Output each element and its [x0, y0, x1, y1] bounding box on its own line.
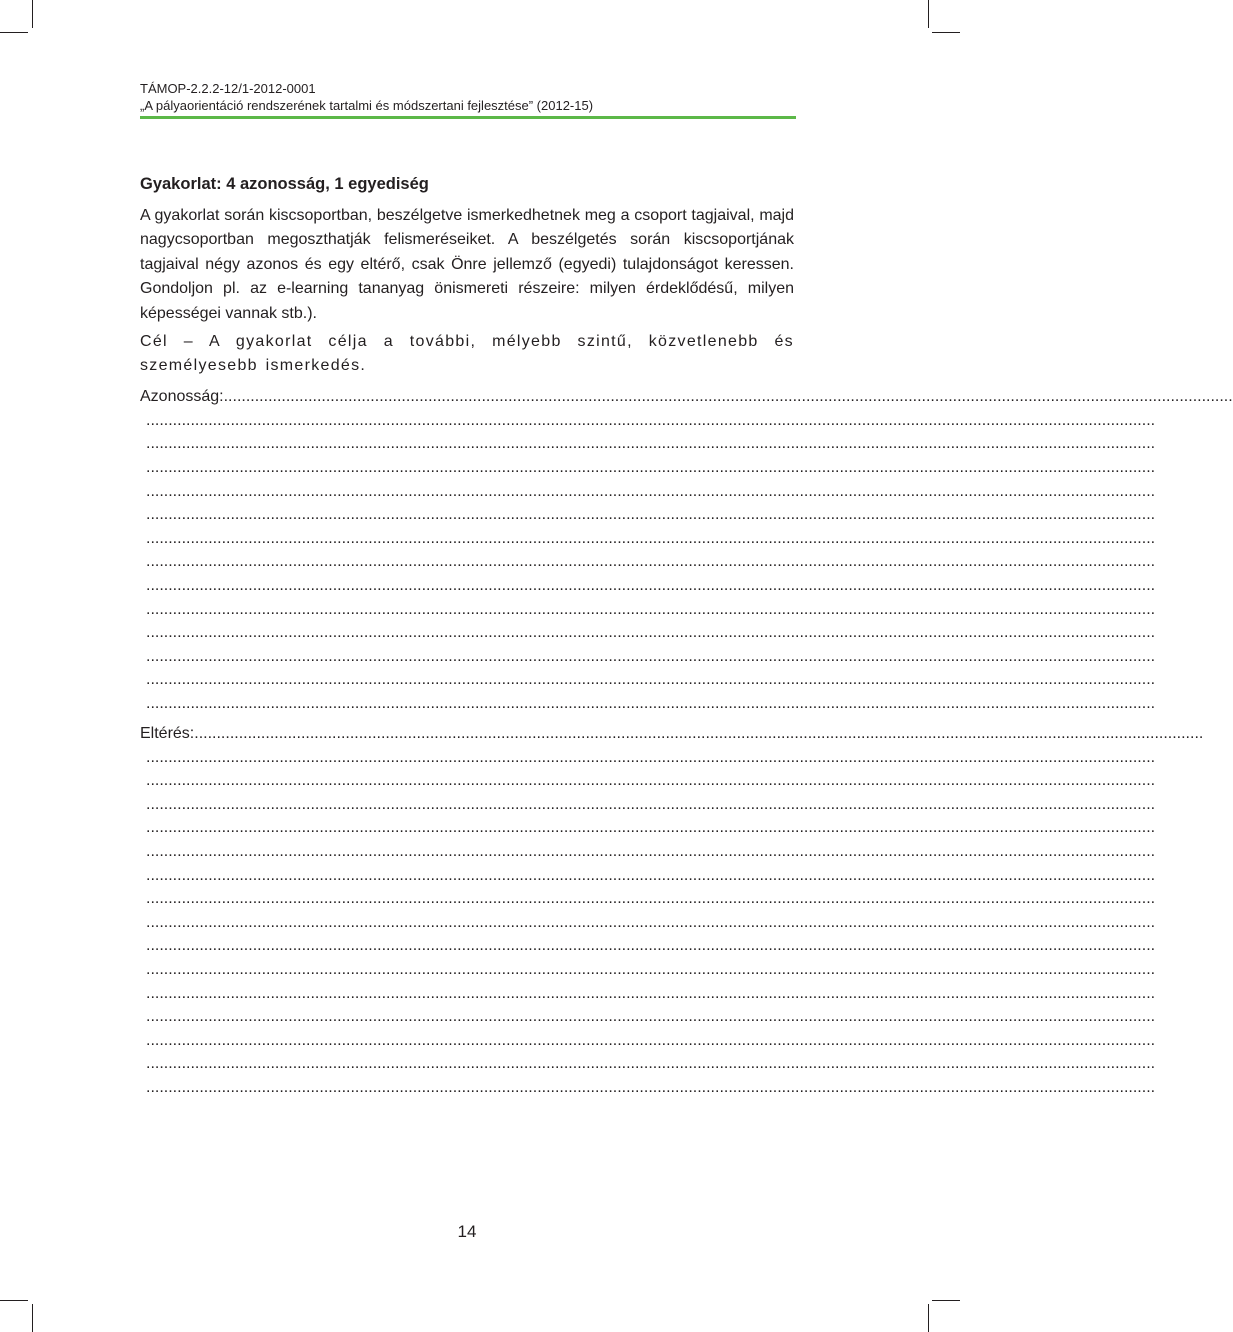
crop-mark	[0, 1300, 28, 1301]
crop-mark	[932, 1300, 960, 1301]
project-code: TÁMOP-2.2.2-12/1-2012-0001	[140, 81, 316, 96]
identity-field[interactable]	[140, 385, 1233, 409]
answer-line[interactable]: ...................................................................................................................................................................................................................................	[146, 624, 1156, 642]
answer-line[interactable]: ...................................................................................................................................................................................................................................	[146, 1078, 1156, 1096]
difference-field[interactable]	[140, 722, 1204, 746]
answer-line[interactable]: ...................................................................................................................................................................................................................................	[146, 553, 1156, 571]
header-rule	[140, 116, 796, 119]
answer-line[interactable]: ...................................................................................................................................................................................................................................	[146, 890, 1156, 908]
answer-line[interactable]: ...................................................................................................................................................................................................................................	[146, 694, 1156, 712]
answer-line[interactable]: ...................................................................................................................................................................................................................................	[146, 772, 1156, 790]
crop-mark	[32, 0, 33, 28]
page-number: 14	[457, 1222, 477, 1241]
exercise-goal: Cél – A gyakorlat célja a további, mélyebb szintű, közvetlenebb és személyesebb ismerkedés.	[140, 333, 794, 375]
difference-answer-lines	[140, 746, 1156, 1100]
answer-line[interactable]: ...................................................................................................................................................................................................................................	[146, 1008, 1156, 1026]
answer-line[interactable]: ...................................................................................................................................................................................................................................	[146, 482, 1156, 500]
answer-line[interactable]: ...................................................................................................................................................................................................................................	[146, 1031, 1156, 1049]
exercise-section	[140, 172, 1233, 1099]
answer-line[interactable]: ...................................................................................................................................................................................................................................	[146, 459, 1156, 477]
difference-label: Eltérés:	[140, 724, 195, 742]
page-header	[140, 80, 796, 119]
crop-mark	[928, 0, 929, 28]
crop-mark	[0, 32, 28, 33]
answer-line[interactable]: ...................................................................................................................................................................................................................................	[146, 937, 1156, 955]
answer-line[interactable]: ...................................................................................................................................................................................................................................	[146, 600, 1156, 618]
answer-line[interactable]: ...................................................................................................................................................................................................................................	[146, 984, 1156, 1002]
identity-label: Azonosság:	[140, 387, 224, 405]
answer-line[interactable]: ...................................................................................................................................................................................................................................	[146, 819, 1156, 837]
answer-line[interactable]: ...................................................................................................................................................................................................................................	[146, 506, 1156, 524]
fill-dots: ...................................................................................................................................................................................................................................	[194, 724, 1204, 742]
identity-answer-lines	[140, 409, 1156, 716]
crop-mark	[932, 32, 960, 33]
crop-mark	[928, 1304, 929, 1332]
project-subtitle: „A pályaorientáció rendszerének tartalmi és módszertani fejlesztése” (2012-15)	[140, 98, 594, 113]
exercise-instructions: A gyakorlat során kiscsoportban, beszélgetve ismerkedhetnek meg a csoport tagjaival, majd nagycsoportban megoszthatják felismeréseiket. A beszélgetés során kiscsoportjának tagjaival négy azonos és egy eltérő, csak Önre jellemző (egyedi) tulajdonságot keressen. Gondoljon pl. az e-learning tananyag önismereti részeire: milyen érdeklődésű, milyen képességei vannak stb.).	[140, 207, 794, 322]
answer-line[interactable]: ...................................................................................................................................................................................................................................	[146, 435, 1156, 453]
answer-line[interactable]: ...................................................................................................................................................................................................................................	[146, 411, 1156, 429]
answer-line[interactable]: ...................................................................................................................................................................................................................................	[146, 748, 1156, 766]
answer-line[interactable]: ...................................................................................................................................................................................................................................	[146, 1055, 1156, 1073]
answer-line[interactable]: ...................................................................................................................................................................................................................................	[146, 647, 1156, 665]
answer-line[interactable]: ...................................................................................................................................................................................................................................	[146, 842, 1156, 860]
exercise-title: Gyakorlat: 4 azonosság, 1 egyediség	[140, 175, 429, 193]
answer-line[interactable]: ...................................................................................................................................................................................................................................	[146, 866, 1156, 884]
crop-mark	[32, 1304, 33, 1332]
answer-line[interactable]: ...................................................................................................................................................................................................................................	[146, 913, 1156, 931]
answer-line[interactable]: ...................................................................................................................................................................................................................................	[146, 577, 1156, 594]
answer-line[interactable]: ...................................................................................................................................................................................................................................	[146, 529, 1156, 547]
answer-line[interactable]: ...................................................................................................................................................................................................................................	[146, 960, 1156, 978]
answer-line[interactable]: ...................................................................................................................................................................................................................................	[146, 671, 1156, 689]
answer-line[interactable]: ...................................................................................................................................................................................................................................	[146, 795, 1156, 813]
fill-dots: ...................................................................................................................................................................................................................................	[223, 387, 1233, 405]
